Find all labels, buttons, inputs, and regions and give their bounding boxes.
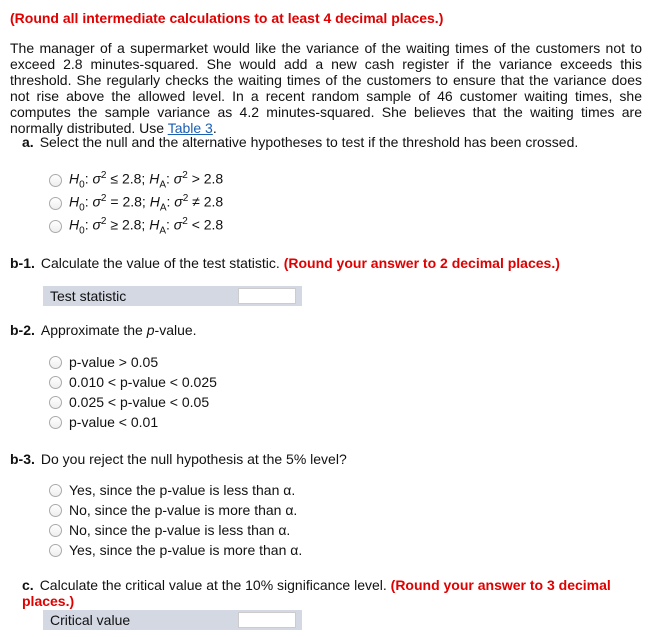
answer-option[interactable]: [49, 374, 217, 390]
answer-option[interactable]: [49, 522, 290, 538]
radio-button[interactable]: [49, 220, 62, 233]
answer-option[interactable]: [49, 394, 209, 410]
answer-option[interactable]: [49, 354, 158, 370]
option-label: No, since the p-value is less than α.: [69, 522, 291, 538]
option-label: 0.010 < p-value < 0.025: [69, 374, 217, 390]
option-label: $H_0$: $\sigma^2 \le 2.8$; $H_A$: $\sigma^2 > 2.8$: [69, 170, 224, 191]
answer-option[interactable]: [49, 502, 297, 518]
hypothesis-option[interactable]: [49, 170, 223, 190]
hypothesis-option[interactable]: [49, 216, 223, 236]
radio-button[interactable]: [49, 376, 62, 389]
option-label: p-value < 0.01: [69, 414, 159, 430]
option-label: $H_0$: $\sigma^2 \ge 2.8$; $H_A$: $\sigma^2 < 2.8$: [69, 216, 224, 237]
question-b1: b-1. Calculate the value of the test statistic. (Round your answer to 2 decimal places.): [10, 255, 560, 271]
radio-button[interactable]: [49, 197, 62, 210]
hypothesis-option[interactable]: [49, 193, 223, 213]
critical-value-input[interactable]: [238, 612, 296, 628]
critical-value-row: Critical value: [43, 610, 302, 630]
question-c: c. Calculate the critical value at the 10% significance level. (Round your answer to 3 decimal places.): [22, 577, 611, 609]
option-label: Yes, since the p-value is less than α.: [69, 482, 296, 498]
question-b2: b-2. Approximate the p-value.: [10, 322, 197, 338]
table-3-link[interactable]: Table 3: [167, 120, 213, 136]
problem-text: The manager of a supermarket would like the variance of the waiting times of the customers not to exceed 2.8 minutes-squared. She would add a new cash register if the variance exceeds this threshold. She regularly checks the waiting times of the customers to ensure that the variance does not rise above the allowed level. In a recent random sample of 46 customer waiting times, she computes the sample variance as 4.2 minutes-squared. She believes that the waiting times are normally distributed. Use Table 3.: [10, 40, 642, 136]
option-label: Yes, since the p-value is more than α.: [69, 542, 303, 558]
radio-button[interactable]: [49, 544, 62, 557]
rounding-instruction: (Round all intermediate calculations to at least 4 decimal places.): [10, 10, 444, 26]
test-statistic-row: Test statistic: [43, 286, 302, 306]
radio-button[interactable]: [49, 174, 62, 187]
answer-option[interactable]: [49, 542, 302, 558]
radio-button[interactable]: [49, 524, 62, 537]
option-label: No, since the p-value is more than α.: [69, 502, 298, 518]
option-label: 0.025 < p-value < 0.05: [69, 394, 210, 410]
question-b3: b-3. Do you reject the null hypothesis at the 5% level?: [10, 451, 347, 467]
radio-button[interactable]: [49, 396, 62, 409]
option-label: p-value > 0.05: [69, 354, 159, 370]
radio-button[interactable]: [49, 484, 62, 497]
radio-button[interactable]: [49, 504, 62, 517]
test-statistic-input[interactable]: [238, 288, 296, 304]
radio-button[interactable]: [49, 356, 62, 369]
question-a: a. Select the null and the alternative hypotheses to test if the threshold has been crossed.: [22, 134, 579, 150]
answer-option[interactable]: [49, 482, 295, 498]
answer-option[interactable]: [49, 414, 158, 430]
radio-button[interactable]: [49, 416, 62, 429]
option-label: $H_0$: $\sigma^2 = 2.8$; $H_A$: $\sigma^2 \ne 2.8$: [69, 193, 224, 214]
